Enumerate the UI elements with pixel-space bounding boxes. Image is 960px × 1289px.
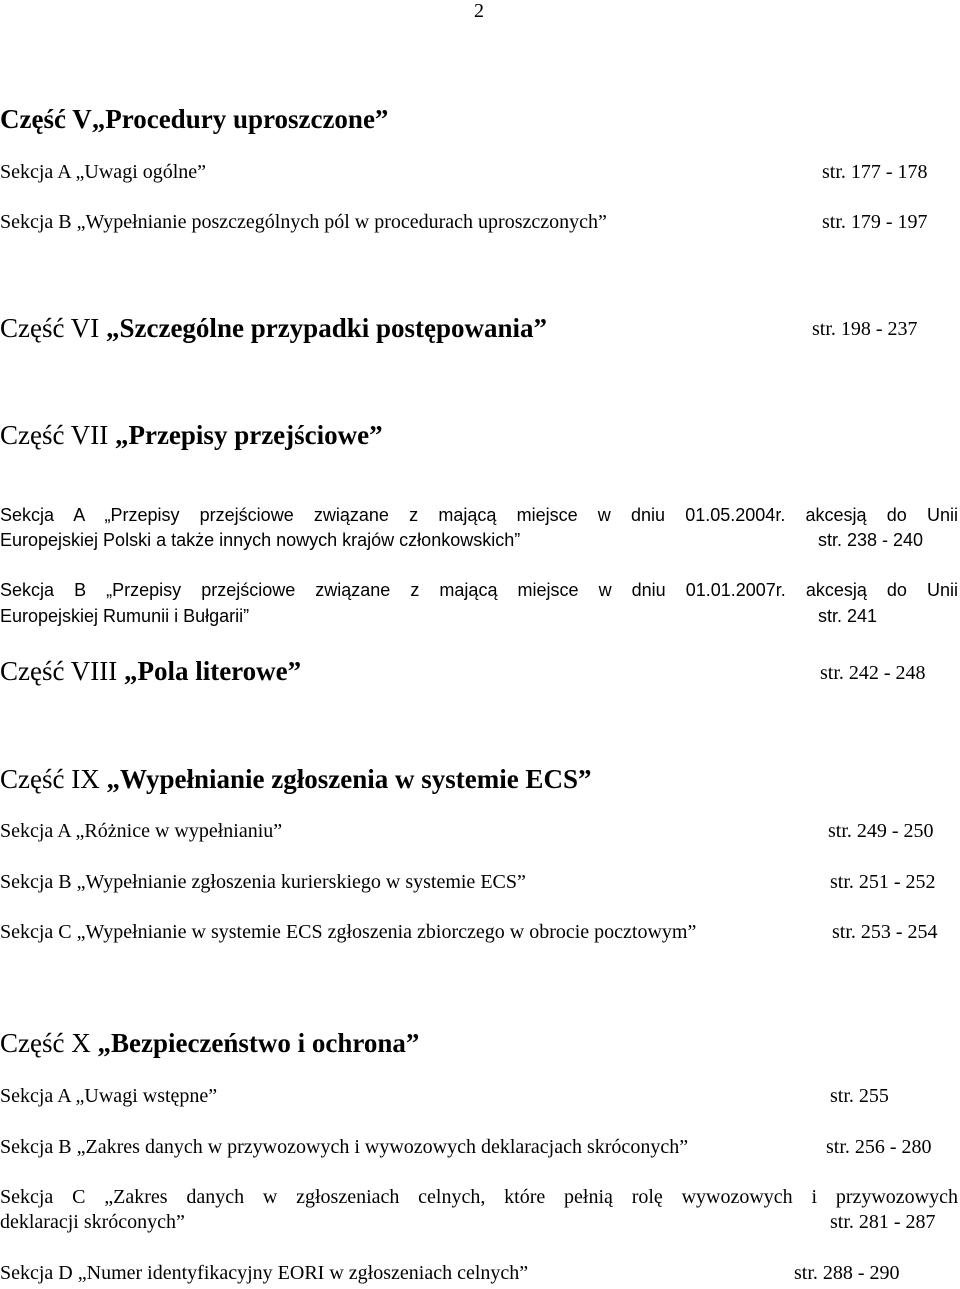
part-vi-label: Część VI (0, 313, 100, 343)
part-ix-section-a-pages: str. 249 - 250 (828, 820, 934, 842)
part-vii-label: Część VII (0, 420, 109, 450)
part-v-title: „Procedury uproszczone” (91, 104, 389, 134)
part-x-section-d: Sekcja D „Numer identyfikacyjny EORI w zgłoszeniach celnych” (0, 1262, 529, 1284)
part-v-heading (0, 104, 388, 135)
part-vi-pages: str. 198 - 237 (812, 318, 918, 340)
part-vii-section-a-line1: Sekcja A „Przepisy przejściowe związane z mającą miejsce w dniu 01.05.2004r. akcesją do Unii (0, 505, 958, 525)
part-ix-section-c-pages: str. 253 - 254 (832, 921, 938, 943)
part-x-section-b: Sekcja B „Zakres danych w przywozowych i wywozowych deklaracjach skróconych” (0, 1136, 689, 1158)
part-x-section-c-pages: str. 281 - 287 (830, 1211, 936, 1233)
part-vii-section-b-line1: Sekcja B „Przepisy przejściowe związane z mającą miejsce w dniu 01.01.2007r. akcesją do Unii (0, 580, 958, 600)
part-x-section-a: Sekcja A „Uwagi wstępne” (0, 1085, 218, 1107)
part-ix-section-a: Sekcja A „Różnice w wypełnianiu” (0, 820, 283, 842)
part-x-label: Część X (0, 1028, 91, 1058)
part-ix-title: „Wypełnianie zgłoszenia w systemie ECS” (106, 764, 592, 794)
part-vi-heading (0, 313, 547, 344)
part-x-title: „Bezpieczeństwo i ochrona” (97, 1028, 420, 1058)
part-x-section-c-line2: deklaracji skróconych” (0, 1211, 185, 1233)
page-number: 2 (474, 0, 484, 22)
part-vii-section-a-line2: Europejskiej Polski a także innych nowych krajów członkowskich” (0, 530, 521, 550)
part-viii-pages: str. 242 - 248 (820, 662, 926, 684)
part-v-section-a-pages: str. 177 - 178 (822, 161, 928, 183)
part-vii-heading (0, 420, 383, 451)
part-vii-title: „Przepisy przejściowe” (114, 420, 383, 450)
part-viii-label: Część VIII (0, 656, 118, 686)
part-vii-section-b-pages: str. 241 (818, 606, 878, 626)
part-vii-section-b-line2: Europejskiej Rumunii i Bułgarii” (0, 606, 250, 626)
part-vi-title: „Szczególne przypadki postępowania” (105, 313, 548, 343)
part-ix-section-b-pages: str. 251 - 252 (830, 871, 936, 893)
part-v-section-b-pages: str. 179 - 197 (822, 211, 928, 233)
part-x-section-d-pages: str. 288 - 290 (794, 1262, 900, 1284)
part-ix-section-c: Sekcja C „Wypełnianie w systemie ECS zgłoszenia zbiorczego w obrocie pocztowym” (0, 921, 697, 943)
part-ix-section-b: Sekcja B „Wypełnianie zgłoszenia kurierskiego w systemie ECS” (0, 871, 526, 893)
part-viii-heading (0, 656, 301, 687)
part-x-section-b-pages: str. 256 - 280 (826, 1136, 932, 1158)
part-v-section-b: Sekcja B „Wypełnianie poszczególnych pól w procedurach uproszczonych” (0, 211, 607, 233)
part-v-label: Część V (0, 104, 92, 134)
part-vii-section-a-pages: str. 238 - 240 (818, 530, 924, 550)
part-ix-label: Część IX (0, 764, 100, 794)
part-viii-title: „Pola literowe” (123, 656, 302, 686)
part-ix-heading (0, 764, 591, 795)
part-v-section-a: Sekcja A „Uwagi ogólne” (0, 161, 207, 183)
part-x-heading (0, 1028, 419, 1059)
part-x-section-a-pages: str. 255 (830, 1085, 889, 1107)
part-x-section-c-line1: Sekcja C „Zakres danych w zgłoszeniach celnych, które pełnią rolę wywozowych i przywozowych (0, 1186, 958, 1208)
